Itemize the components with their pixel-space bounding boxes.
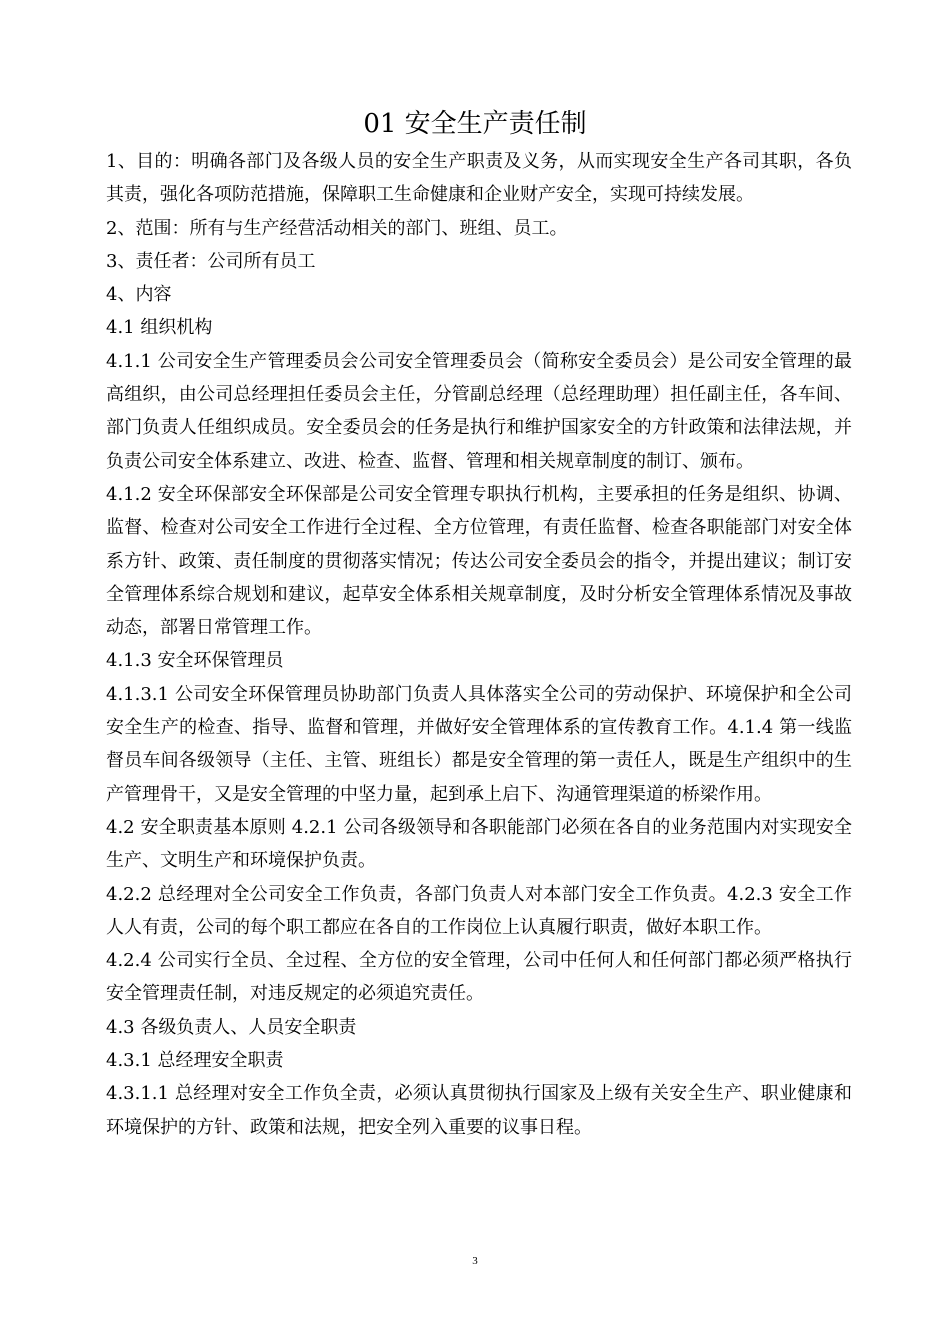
paragraph-purpose: 1、目的：明确各部门及各级人员的安全生产职责及义务，从而实现安全生产各司其职，各负其责，强化各项防范措施，保障职工生命健康和企业财产安全，实现可持续发展。 [106,151,852,206]
section-4-2-4: 4.2.4 公司实行全员、全过程、全方位的安全管理，公司中任何人和任何部门都必须严格执行安全管理责任制，对违反规定的必须追究责任。 [106,950,852,1005]
section-4-3-heading: 4.3 各级负责人、人员安全职责 [106,1016,357,1038]
section-4-1-1: 4.1.1 公司安全生产管理委员会公司安全管理委员会（简称安全委员会）是公司安全管理的最高组织，由公司总经理担任委员会主任，分管副总经理（总经理助理）担任副主任，各车间、部门负责人任组织成员。安全委员会的任务是执行和维护国家安全的方针政策和法律法规，并负责公司安全体系建立、改进、检查、监督、管理和相关规章制度的制订、颁布。 [106,350,852,472]
section-4-2-2: 4.2.2 总经理对全公司安全工作负责，各部门负责人对本部门安全工作负责。4.2.3 安全工作人人有责，公司的每个职工都应在各自的工作岗位上认真履行职责，做好本职工作。 [106,883,852,938]
section-4-3-1-1: 4.3.1.1 总经理对安全工作负全责，必须认真贯彻执行国家及上级有关安全生产、职业健康和环境保护的方针、政策和法规，把安全列入重要的议事日程。 [106,1083,852,1138]
section-4-1-3-1: 4.1.3.1 公司安全环保管理员协助部门负责人具体落实全公司的劳动保护、环境保护和全公司安全生产的检查、指导、监督和管理，并做好安全管理体系的宣传教育工作。4.1.4 第一线监督员车间各级领导（主任、主管、班组长）都是安全管理的第一责任人，既是生产组织中的生产管理骨干，又是安全管理的中坚力量，起到承上启下、沟通管理渠道的桥梁作用。 [106,683,852,805]
section-4-1-2: 4.1.2 安全环保部安全环保部是公司安全管理专职执行机构，主要承担的任务是组织、协调、监督、检查对公司安全工作进行全过程、全方位管理，有责任监督、检查各职能部门对安全体系方针、政策、责任制度的贯彻落实情况；传达公司安全委员会的指令，并提出建议；制订安全管理体系综合规划和建议，起草安全体系相关规章制度，及时分析安全管理体系情况及事故动态，部署日常管理工作。 [106,483,852,639]
section-4-3-1-heading: 4.3.1 总经理安全职责 [106,1050,284,1072]
paragraph-content-heading: 4、内容 [106,284,172,306]
section-4-1-3-heading: 4.1.3 安全环保管理员 [106,650,284,672]
section-4-1-heading: 4.1 组织机构 [106,317,213,339]
section-4-2: 4.2 安全职责基本原则 4.2.1 公司各级领导和各职能部门必须在各自的业务范围内对实现安全生产、文明生产和环境保护负责。 [106,816,852,872]
paragraph-responsible: 3、责任者：公司所有员工 [106,250,316,272]
document-body [106,145,852,1144]
page-number: 3 [472,1255,478,1267]
paragraph-scope: 2、范围：所有与生产经营活动相关的部门、班组、员工。 [106,217,568,239]
document-title: 01 安全生产责任制 [363,109,587,139]
